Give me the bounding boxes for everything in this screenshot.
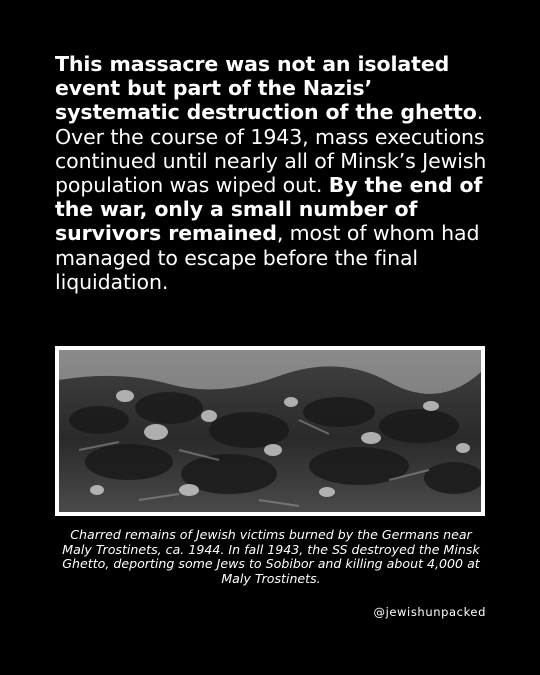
photo-caption: Charred remains of Jewish victims burned by the Germans near Maly Trostinets, ca. 1944. In fall 1943, the SS destroyed the Minsk Ghetto, deporting some Jews to Sobibor and killing about 4,000 at Maly Trostinets. xyxy=(62,527,480,586)
historical-photo-frame xyxy=(55,346,485,516)
bold-text-2: By the end of the war, only a small number of survivors remained xyxy=(55,173,483,246)
body-paragraph xyxy=(55,52,495,294)
regular-text-1: . Over the course of 1943, mass executions continued until nearly all of Minsk’s Jewish population was wiped out. xyxy=(55,100,487,198)
regular-text-2: , most of whom had managed to escape before the final liquidation. xyxy=(55,221,480,294)
historical-photo xyxy=(59,350,481,512)
bold-text-1: This massacre was not an isolated event but part of the Nazis’ systematic destruction of the ghetto xyxy=(55,52,477,125)
account-handle: @jewishunpacked xyxy=(373,605,486,619)
